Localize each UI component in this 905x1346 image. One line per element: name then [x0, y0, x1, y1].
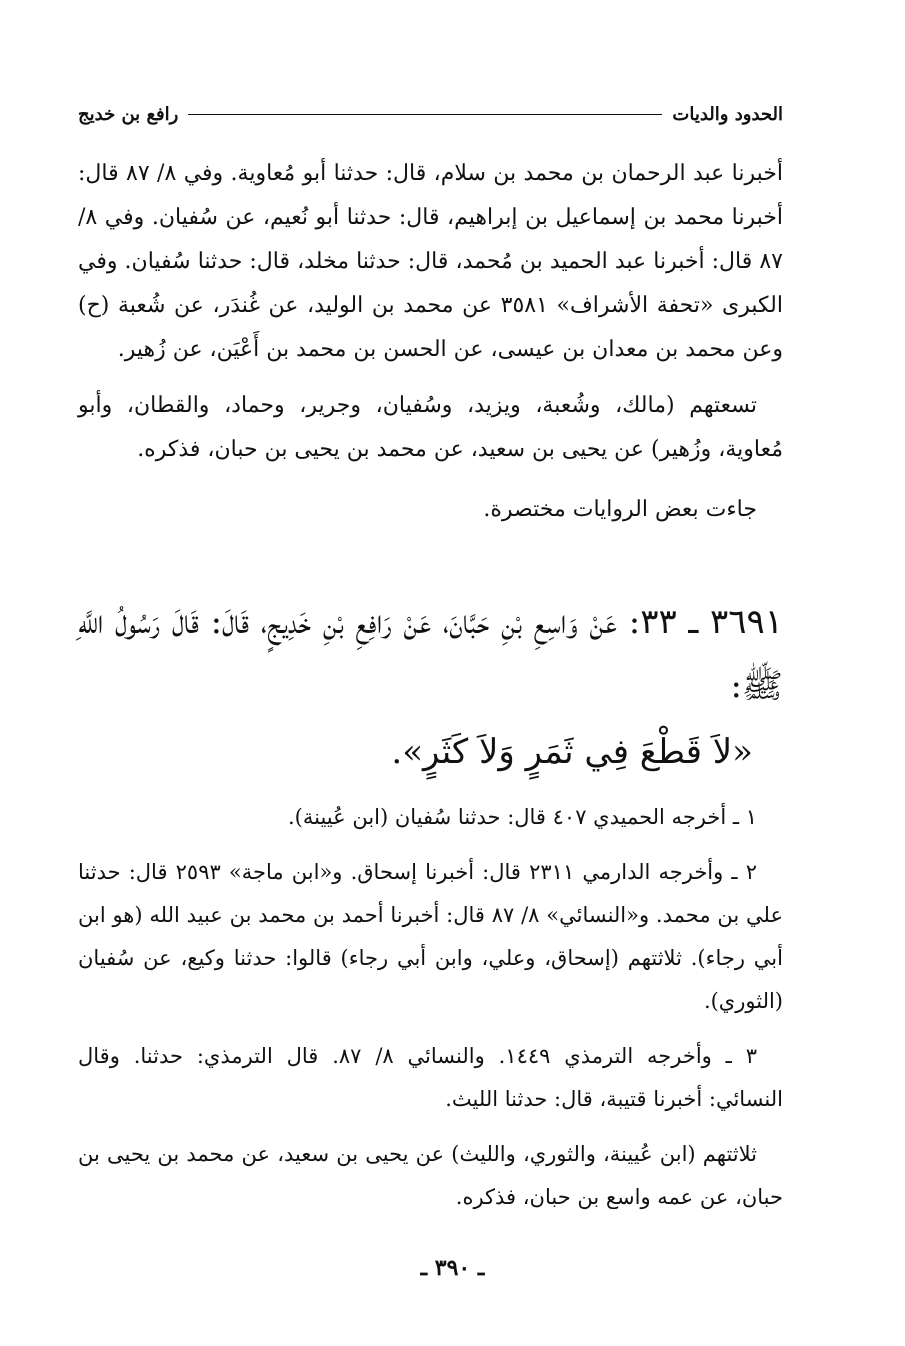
hadith-heading: ٣٦٩١ ـ ٣٣: عَنْ وَاسِعِ بْنِ حَبَّانَ، عَنْ رَافِعِ بْنِ خَدِيجٍ، قَالَ: قَالَ رَسُولُ اللَّهِ ﷺ:: [78, 602, 784, 706]
takhrij-note: ٣ ـ وأخرجه الترمذي ١٤٤٩. والنسائي ٨/ ٨٧. قال الترمذي: حدثنا. وقال النسائي: أخبرنا قتيبة، قال: حدثنا الليث.: [78, 1044, 783, 1111]
takhrij-note: ١ ـ أخرجه الحميدي ٤٠٧ قال: حدثنا سُفيان (ابن عُيينة).: [288, 805, 757, 829]
takhrij-notes: [78, 796, 783, 1219]
section-title: رافع بن خديج: [78, 103, 179, 125]
takhrij-note: ثلاثتهم (ابن عُيينة، والثوري، والليث) عن يحيى بن سعيد، عن محمد بن يحيى بن حبان، عن عمه واسع بن حبان، فذكره.: [78, 1142, 783, 1209]
running-header: [78, 100, 783, 128]
takhrij-note: ٢ ـ وأخرجه الدارمي ٢٣١١ قال: أخبرنا إسحاق. و«ابن ماجة» ٢٥٩٣ قال: حدثنا علي بن محمد. و«النسائي» ٨/ ٨٧ قال: أخبرنا أحمد بن محمد بن عبيد الله (هو ابن أبي رجاء). ثلاثتهم (إسحاق، وعلي، وابن أبي رجاء) قالوا: حدثنا وكيع، عن سُفيان (الثوري).: [78, 860, 783, 1013]
narrators-paragraph: تسعتهم (مالك، وشُعبة، ويزيد، وسُفيان، وجرير، وحماد، والقطان، وأبو مُعاوية، وزُهير) عن يحيى بن سعيد، عن محمد بن يحيى بن حبان، فذكره.: [78, 393, 783, 462]
main-text: [78, 152, 783, 1219]
page-number: ـ ٣٩٠ ـ: [420, 1255, 485, 1281]
source-paragraph: أخبرنا عبد الرحمان بن محمد بن سلام، قال: حدثنا أبو مُعاوية. وفي ٨/ ٨٧ قال: أخبرنا محمد بن إسماعيل بن إبراهيم، قال: حدثنا أبو نُعيم، عن سُفيان. وفي ٨/ ٨٧ قال: أخبرنا عبد الحميد بن مُحمد، قال: حدثنا مخلد، قال: حدثنا سُفيان. وفي الكبرى «تحفة الأشراف» ٣٥٨١ عن محمد بن الوليد، عن غُندَر، عن شُعبة (ح) وعن محمد بن معدان بن عيسى، عن الحسن بن محمد بن أَعْيَن، عن زُهير.: [78, 161, 784, 362]
chapter-title: الحدود والديات: [672, 103, 783, 125]
note-paragraph: جاءت بعض الروايات مختصرة.: [483, 497, 757, 522]
hadith-text: «لاَ قَطْعَ فِي ثَمَرٍ وَلاَ كَثَرٍ».: [391, 732, 753, 772]
header-rule: [188, 114, 662, 115]
